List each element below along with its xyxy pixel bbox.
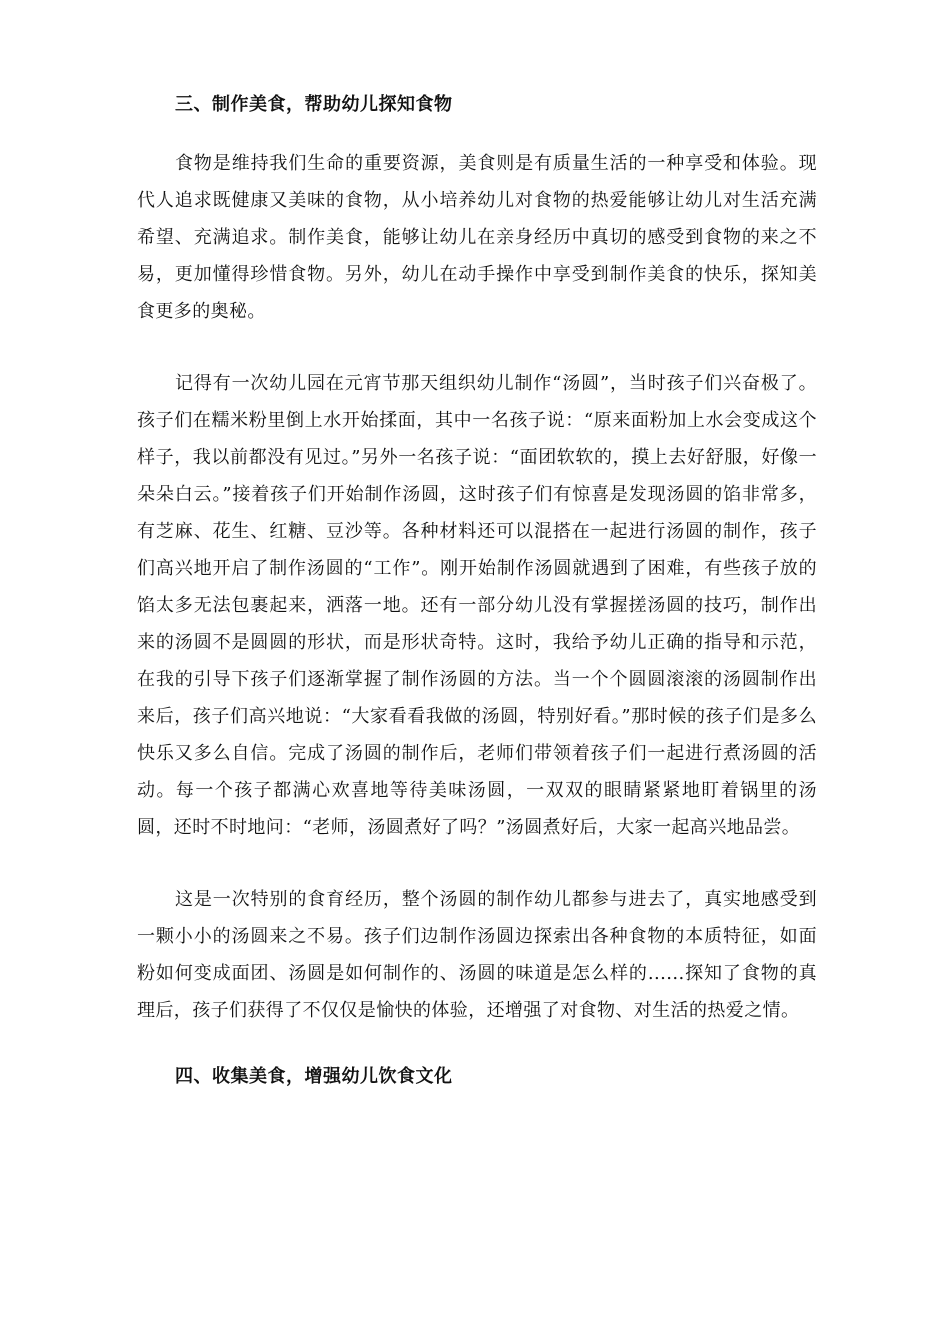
- body-paragraph: 这是一次特别的食育经历，整个汤圆的制作幼儿都参与进去了，真实地感受到一颗小小的汤圆来之不易。孩子们边制作汤圆边探索出各种食物的本质特征，如面粉如何变成面团、汤圆是如何制作的、汤圆的味道是怎么样的......探知了食物的真理后，孩子们获得了不仅仅是愉快的体验，还增强了对食物、对生活的热爱之情。: [137, 889, 817, 1021]
- body-paragraph: 食物是维持我们生命的重要资源，美食则是有质量生活的一种享受和体验。现代人追求既健康又美味的食物，从小培养幼儿对食物的热爱能够让幼儿对生活充满希望、充满追求。制作美食，能够让幼儿在亲身经历中真切的感受到食物的来之不易，更加懂得珍惜食物。另外，幼儿在动手操作中享受到制作美食的快乐，探知美食更多的奥秘。: [137, 153, 817, 322]
- body-paragraph: 记得有一次幼儿园在元宵节那天组织幼儿制作“汤圆”，当时孩子们兴奋极了。孩子们在糯米粉里倒上水开始揉面，其中一名孩子说：“原来面粉加上水会变成这个样子，我以前都没有见过。”另外一名孩子说：“面团软软的，摸上去好舒服，好像一朵朵白云。”接着孩子们开始制作汤圆，这时孩子们有惊喜是发现汤圆的馅非常多，有芝麻、花生、红糖、豆沙等。各种材料还可以混搭在一起进行汤圆的制作，孩子们高兴地开启了制作汤圆的“工作”。刚开始制作汤圆就遇到了困难，有些孩子放的馅太多无法包裹起来，洒落一地。还有一部分幼儿没有掌握搓汤圆的技巧，制作出来的汤圆不是圆圆的形状，而是形状奇特。这时，我给予幼儿正确的指导和示范，在我的引导下孩子们逐渐掌握了制作汤圆的方法。当一个个圆圆滚滚的汤圆制作出来后，孩子们高兴地说：“大家看看我做的汤圆，特别好看。”那时候的孩子们是多么快乐又多么自信。完成了汤圆的制作后，老师们带领着孩子们一起进行煮汤圆的活动。每一个孩子都满心欢喜地等待美味汤圆，一双双的眼睛紧紧地盯着锅里的汤圆，还时不时地问：“老师，汤圆煮好了吗？”汤圆煮好后，大家一起高兴地品尝。: [137, 373, 817, 838]
- section-heading-4: 四、收集美食，增强幼儿饮食文化: [175, 1066, 453, 1087]
- section-heading-3: 三、制作美食，帮助幼儿探知食物: [175, 94, 453, 115]
- document-body: [137, 92, 817, 1090]
